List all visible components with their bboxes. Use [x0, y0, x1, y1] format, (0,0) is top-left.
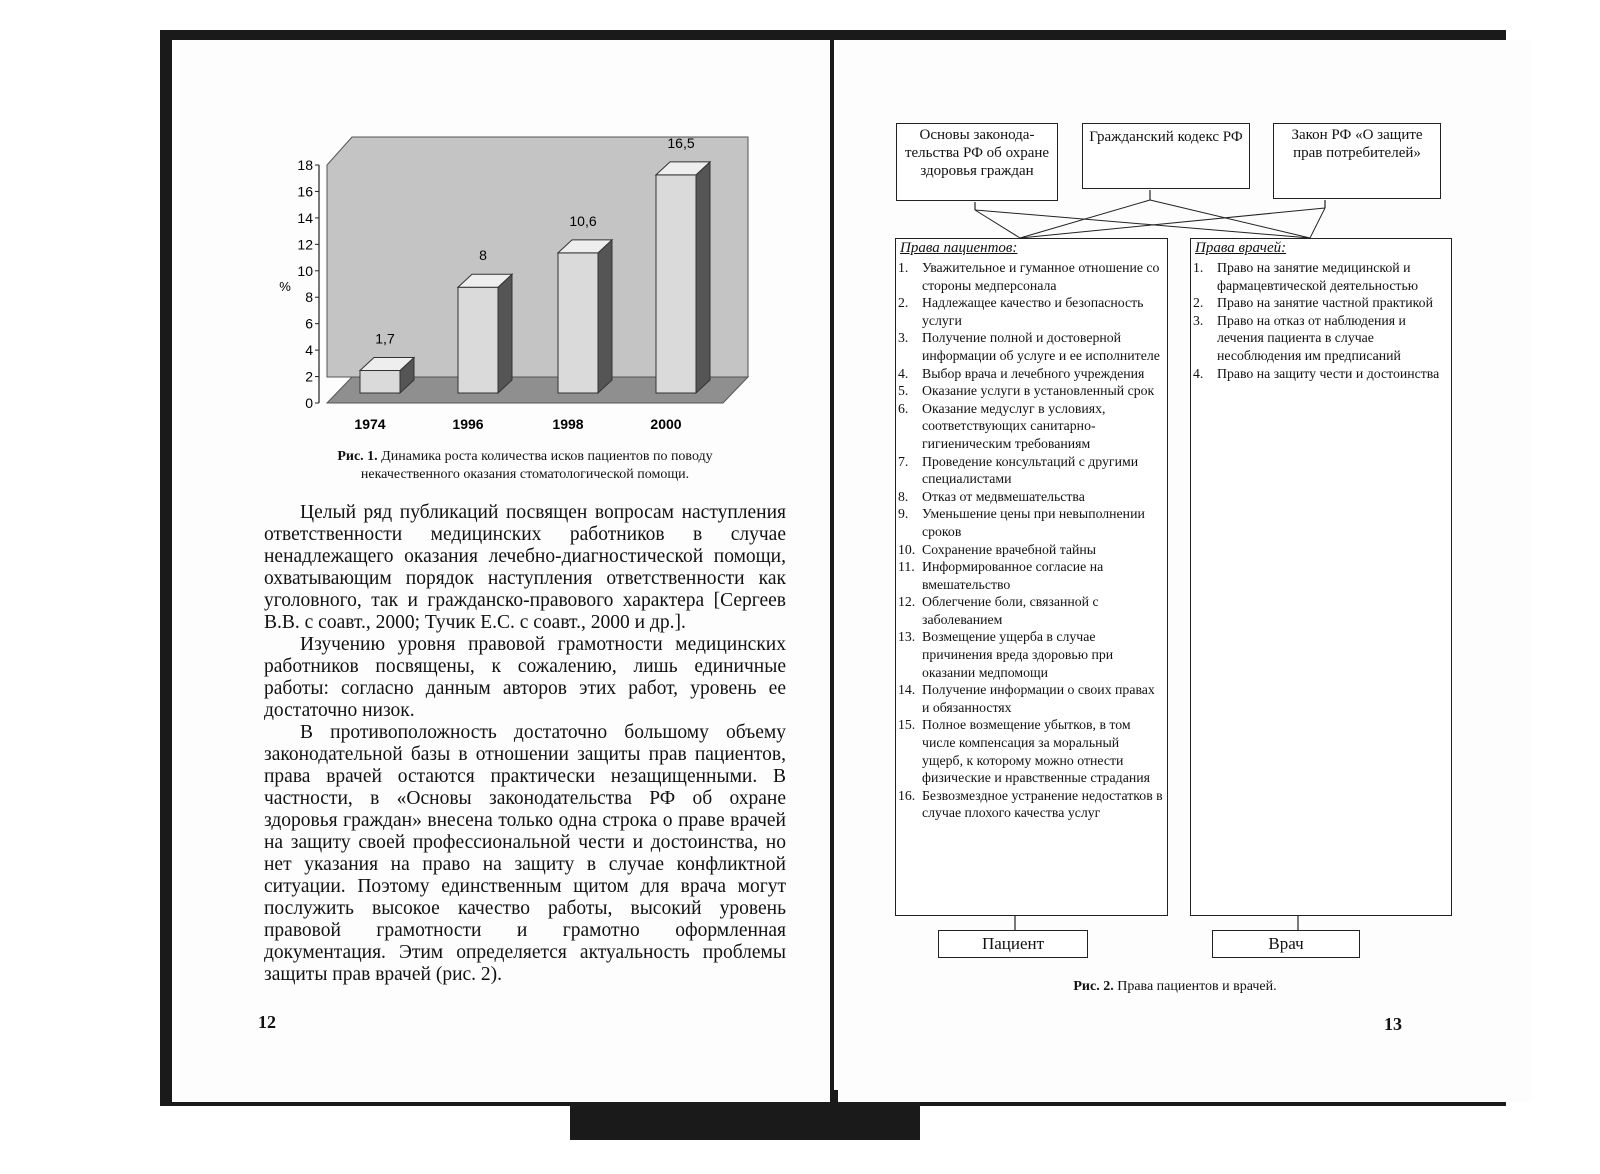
- y-tick-label: 0: [305, 395, 313, 411]
- list-item-number: 13.: [898, 629, 916, 645]
- figure-1-caption: [264, 448, 786, 484]
- list-item-text: Отказ от медвмешательства: [922, 488, 1085, 504]
- figure-1-caption-line1: Динамика роста количества исков пациентов по поводу: [381, 449, 713, 464]
- rights-list-item: [896, 365, 1167, 383]
- list-item-number: 15.: [898, 717, 916, 733]
- list-item-text: Право на защиту чести и достоинства: [1217, 365, 1440, 381]
- paragraph: В противоположность достаточно большому объему законодательной базы в отношении защиты прав пациентов, права врачей остаются практически незащищенными. В частности, в «Основы законодательства РФ об охране здоровья граждан» внесена только одна строка о праве врачей на защиту своей профессиональной чести и достоинства, но нет указания на право на защиту в случае конфликтной ситуации. Поэтому единственным щитом для врача могут послужить высокое качество работы, высокий уровень правовой грамотности и грамотно оформленная документация. Этим определяется актуальность проблемы защиты прав врачей (рис. 2).: [264, 722, 786, 985]
- bar-value-label: 10,6: [569, 212, 597, 229]
- doctors-rights-box: [1190, 238, 1452, 916]
- list-item-number: 5.: [898, 383, 909, 399]
- bar-side-1996: [498, 274, 512, 393]
- list-item-number: 4.: [898, 365, 909, 381]
- list-item-text: Информированное согласие на вмешательство: [922, 559, 1104, 592]
- rights-list-item: [896, 488, 1167, 506]
- y-tick-label: 8: [305, 289, 313, 306]
- rights-list-item: [896, 329, 1167, 364]
- rights-list-item: [896, 593, 1167, 628]
- list-item-text: Право на отказ от наблюдения и лечения пациента в случае несоблюдения им предписаний: [1217, 312, 1406, 363]
- rights-list-item: [896, 681, 1167, 716]
- list-item-number: 12.: [898, 594, 916, 610]
- rights-list-item: [1191, 312, 1451, 365]
- bar-value-label: 1,7: [375, 330, 395, 347]
- doctors-rights-list: [1191, 259, 1451, 382]
- list-item-number: 8.: [898, 488, 909, 504]
- page-number-right: 13: [1384, 1014, 1402, 1034]
- bar-side-1998: [598, 240, 612, 393]
- source-box-civil-code: Гражданский кодекс РФ: [1082, 123, 1250, 189]
- rights-list-item: [1191, 365, 1451, 383]
- list-item-number: 11.: [898, 559, 915, 575]
- scan-border-left: [160, 30, 172, 1105]
- rights-list-item: [1191, 294, 1451, 312]
- bar-value-label: 16,5: [667, 134, 695, 151]
- list-item-text: Право на занятие медицинской и фармацевтической деятельностью: [1217, 260, 1419, 293]
- x-tick-label: 2000: [650, 416, 682, 432]
- bar-value-label: 8: [479, 247, 487, 264]
- bar-1998: [558, 253, 598, 393]
- list-item-text: Проведение консультаций с другими специалистами: [922, 453, 1139, 487]
- bar-1974: [360, 371, 400, 393]
- list-item-text: Получение информации о своих правах и обязанностях: [922, 682, 1155, 715]
- doctor-box: Врач: [1212, 930, 1360, 958]
- left-body-text: [264, 502, 786, 986]
- paragraph: Изучению уровня правовой грамотности медицинских работников посвящены, к сожалению, лишь единичные работы: согласно данным авторов этих работ, уровень ее достаточно низок.: [264, 634, 786, 721]
- list-item-text: Уважительное и гуманное отношение со стороны медперсонала: [922, 260, 1160, 293]
- list-item-text: Сохранение врачебной тайны: [922, 541, 1097, 557]
- y-tick-label: 14: [297, 209, 313, 226]
- list-item-text: Полное возмещение убытков, в том числе компенсация за моральный ущерб, к которому можно отнести физические и нравственные страдания: [922, 717, 1150, 786]
- list-item-text: Оказание медуслуг в условиях, соответствующих санитарно-гигиеническим требованиям: [922, 400, 1106, 451]
- bar-1996: [458, 287, 498, 393]
- source-box-health-law: Основы законода-тельства РФ об охране здоровья граждан: [896, 123, 1058, 201]
- list-item-number: 3.: [898, 330, 909, 346]
- rights-list-item: [896, 787, 1167, 822]
- list-item-text: Оказание услуги в установленный срок: [922, 383, 1155, 399]
- list-item-number: 1.: [1193, 260, 1204, 275]
- rights-list-item: [896, 294, 1167, 329]
- scan-bottom-tab: [570, 1100, 920, 1140]
- list-item-text: Облегчение боли, связанной с заболеванием: [922, 594, 1099, 627]
- x-tick-label: 1974: [354, 416, 386, 432]
- list-item-text: Право на занятие частной практикой: [1217, 295, 1433, 311]
- list-item-text: Выбор врача и лечебного учреждения: [922, 365, 1145, 381]
- list-item-number: 10.: [898, 541, 916, 557]
- source-box-consumer-law: Закон РФ «О защите прав потребителей»: [1273, 123, 1441, 199]
- x-tick-label: 1996: [452, 416, 484, 432]
- doctors-rights-title: Права врачей:: [1195, 240, 1287, 256]
- bar-side-2000: [696, 162, 710, 393]
- list-item-text: Уменьшение цены при невыполнении сроков: [922, 506, 1145, 539]
- y-axis-label: %: [279, 279, 291, 294]
- rights-list-item: [896, 505, 1167, 540]
- patient-box: Пациент: [938, 930, 1088, 958]
- x-tick-label: 1998: [552, 416, 584, 432]
- list-item-number: 2.: [1193, 295, 1204, 311]
- figure-2-caption: [900, 978, 1450, 996]
- rights-list-item: [896, 541, 1167, 559]
- rights-list-item: [896, 716, 1167, 786]
- rights-list-item: [896, 558, 1167, 593]
- list-item-text: Получение полной и достоверной информации об услуге и ее исполнителе: [922, 330, 1160, 363]
- rights-list-item: [896, 259, 1167, 294]
- y-tick-label: 6: [305, 315, 313, 332]
- y-tick-label: 4: [305, 342, 313, 359]
- y-tick-label: 12: [297, 236, 313, 253]
- rights-list-item: [896, 453, 1167, 488]
- list-item-number: 16.: [898, 787, 916, 803]
- y-tick-label: 16: [297, 183, 313, 200]
- rights-list-item: [1191, 259, 1451, 294]
- list-item-text: Надлежащее качество и безопасность услуги: [922, 295, 1144, 328]
- rights-list-item: [896, 400, 1167, 453]
- list-item-number: 14.: [898, 682, 916, 698]
- list-item-number: 2.: [898, 295, 909, 311]
- y-tick-label: 10: [297, 262, 313, 279]
- rights-list-item: [896, 382, 1167, 400]
- list-item-number: 9.: [898, 506, 909, 522]
- paragraph: Целый ряд публикаций посвящен вопросам наступления ответственности медицинских работников в случае ненадлежащего оказания лечебно-диагностической помощи, охватывающим порядок наступления ответственности как уголовного, так и гражданско-правового характера [Сергеев В.В. с соавт., 2000; Тучик Е.С. с соавт., 2000 и др.].: [264, 502, 786, 633]
- bar-2000: [656, 175, 696, 393]
- patients-rights-title: Права пациентов:: [900, 240, 1018, 256]
- list-item-number: 6.: [898, 400, 909, 416]
- figure-2-caption-label: Рис. 2.: [1073, 979, 1114, 994]
- list-item-text: Возмещение ущерба в случае причинения вреда здоровью при оказании медпомощи: [922, 629, 1114, 680]
- scan-border-top-right: [830, 30, 1506, 40]
- page-number-left: 12: [258, 1012, 276, 1032]
- rights-list-item: [896, 628, 1167, 681]
- patients-rights-list: [896, 259, 1167, 822]
- figure-1-caption-line2: некачественного оказания стоматологической помощи.: [360, 467, 690, 482]
- list-item-number: 4.: [1193, 365, 1204, 381]
- list-item-text: Безвозмездное устранение недостатков в случае плохого качества услуг: [922, 787, 1163, 821]
- list-item-number: 7.: [898, 453, 909, 469]
- figure-1-caption-label: Рис. 1.: [337, 449, 378, 464]
- bar-chart: [275, 115, 795, 435]
- y-tick-label: 18: [297, 157, 313, 173]
- patients-rights-box: [895, 238, 1168, 916]
- y-tick-label: 2: [305, 368, 313, 385]
- figure-2-caption-text: Права пациентов и врачей.: [1117, 979, 1277, 994]
- list-item-number: 3.: [1193, 312, 1204, 328]
- list-item-number: 1.: [898, 260, 909, 275]
